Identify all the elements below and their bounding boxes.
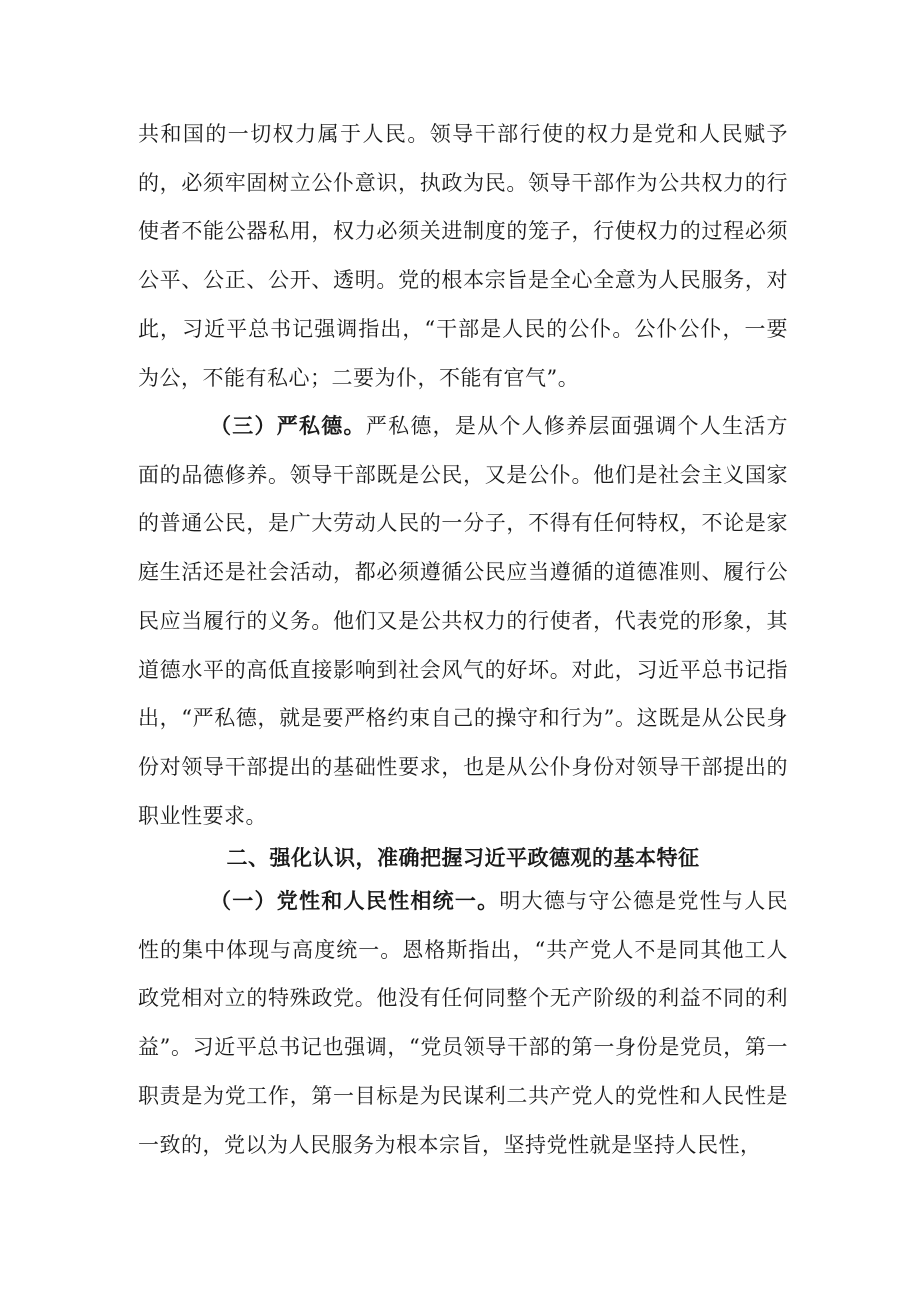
paragraph-lead-party-people: （一）党性和人民性相统一。 xyxy=(210,888,500,913)
paragraph-private-morality xyxy=(138,402,788,840)
paragraph-lead-private-morality: （三）严私德。 xyxy=(210,413,366,438)
paragraph-body-party-people: 明大德与守公德是党性与人民性的集中体现与高度统一。恩格斯指出，“共产党人不是同其他工人政党相对立的特殊政党。他没有任何同整个无产阶级的利益不同的利益”。习近平总书记也强调，“党员领导干部的第一身份是党员，第一职责是为党工作，第一目标是为民谋利二共产党人的党性和人民性是一致的，党以为人民服务为根本宗旨，坚持党性就是坚持人民性， xyxy=(138,889,789,1157)
paragraph-body-private-morality: 严私德，是从个人修养层面强调个人生活方面的品德修养。领导干部既是公民，又是公仆。他们是社会主义国家的普通公民，是广大劳动人民的一分子，不得有任何特权，不论是家庭生活还是社会活动，都必须遵循公民应当遵循的道德准则、履行公民应当履行的义务。他们又是公共权力的行使者，代表党的形象，其道德水平的高低直接影响到社会风气的好坏。对此，习近平总书记指出，“严私德，就是要严格约束自己的操守和行为”。这既是从公民身份对领导干部提出的基础性要求，也是从公仆身份对领导干部提出的职业性要求。 xyxy=(138,414,789,828)
paragraph-party-people xyxy=(138,877,788,1169)
paragraph-public-servant: 共和国的一切权力属于人民。领导干部行使的权力是党和人民赋予的，必须牢固树立公仆意识，执政为民。领导干部作为公共权力的行使者不能公器私用，权力必须关进制度的笼子，行使权力的过程必须公平、公正、公开、透明。党的根本宗旨是全心全意为人民服务，对此，习近平总书记强调指出，“干部是人民的公仆。公仆公仆，一要为公，不能有私心；二要为仆，不能有官气”。 xyxy=(138,122,788,390)
section-heading: 二、强化认识，准确把握习近平政德观的基本特征 xyxy=(226,845,700,870)
